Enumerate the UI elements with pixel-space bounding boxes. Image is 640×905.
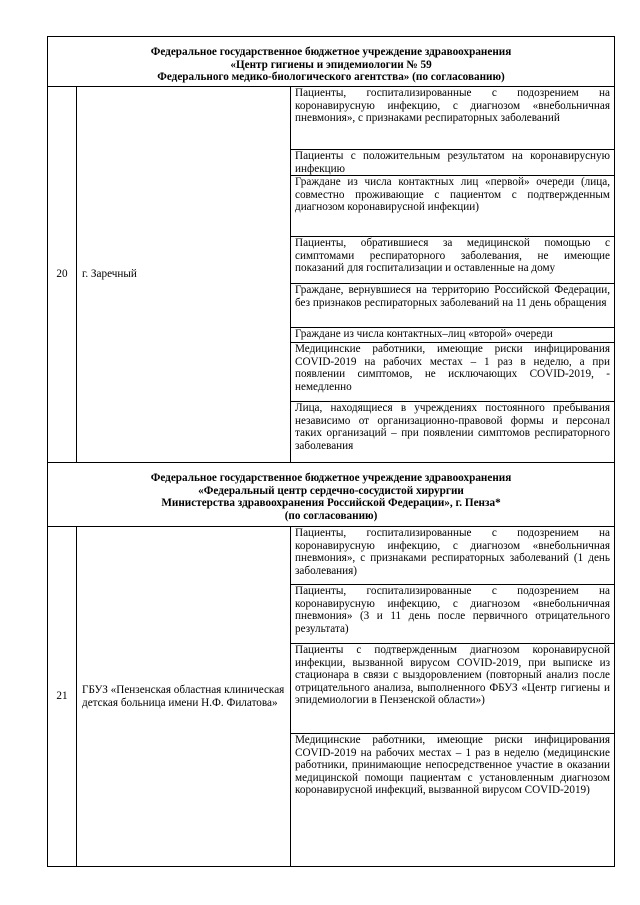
- header-line: Министерства здравоохранения Российской Федерации», г. Пенза*: [161, 497, 501, 510]
- list-item: Граждане из числа контактных лиц «первой» очереди (лица, совместно проживающие с пациентом с подтвержденным диагнозом коронавирусной инфекции): [291, 176, 614, 237]
- category-list: [291, 87, 615, 463]
- list-item: Пациенты с положительным результатом на коронавирусную инфекцию: [291, 150, 614, 176]
- list-item: Пациенты с подтвержденным диагнозом коронавирусной инфекции, вызванной вирусом COVID-2019, при выписке из стационара в связи с выздоровлением (повторный анализ после отрицательного анализа, выполненного ФБУЗ «Центр гигиены и эпидемиологии в Пензенской области»): [291, 644, 614, 734]
- list-item: Пациенты, госпитализированные с подозрением на коронавирусную инфекцию, с диагнозом «внебольничная пневмония», с признаками респираторных заболеваний (1 день заболевания): [291, 527, 614, 585]
- list-item: Пациенты, обратившиеся за медицинской помощью с симптомами респираторного заболевания, не имеющие показаний для госпитализации и оставленные на дому: [291, 237, 614, 284]
- row-number: 20: [48, 87, 77, 463]
- section-header: [48, 463, 615, 527]
- category-list: [291, 527, 615, 867]
- organization-name: г. Заречный: [77, 87, 291, 463]
- testing-table: [47, 36, 615, 867]
- header-line: Федеральное государственное бюджетное учреждение здравоохранения: [150, 46, 512, 58]
- list-item: Пациенты, госпитализированные с подозрением на коронавирусную инфекцию, с диагнозом «внебольничная пневмония» (3 и 11 день после первичного отрицательного результата): [291, 585, 614, 644]
- list-item: Лица, находящиеся в учреждениях постоянного пребывания независимо от организационно-правовой формы и персонал таких организаций – при появлении симптомов респираторного заболевания: [295, 402, 611, 452]
- organization-name: ГБУЗ «Пензенская областная клиническая детская больница имени Н.Ф. Филатова»: [77, 527, 291, 867]
- list-item: Граждане из числа контактных–лиц «второй» очереди: [291, 328, 614, 343]
- list-item: Медицинские работники, имеющие риски инфицирования COVID-2019 на рабочих местах – 1 раз в неделю, а при появлении симптомов, не исключающих COVID-2019, - немедленно: [291, 343, 614, 402]
- table-row: [48, 87, 615, 463]
- header-line: «Федеральный центр сердечно-сосудистой хирургии: [198, 484, 464, 497]
- section-header-row: [48, 37, 615, 87]
- list-item: Медицинские работники, имеющие риски инфицирования COVID-2019 на рабочих местах – 1 раз в неделю (медицинские работники, принимающие непосредственное участие в оказании медицинской помощи пациентам с установленным диагнозом коронавирусной инфекций, вызванной вирусом COVID-2019): [295, 734, 611, 797]
- header-line: (по согласованию): [284, 509, 378, 522]
- list-item: Пациенты, госпитализированные с подозрением на коронавирусную инфекцию, с диагнозом «внебольничная пневмония», с признаками респираторных заболеваний: [291, 87, 614, 150]
- section-header-row: [48, 463, 615, 527]
- header-line: Федеральное государственное бюджетное учреждение здравоохранения: [150, 472, 512, 484]
- header-line: Федерального медико-биологического агентства» (по согласованию): [157, 71, 505, 84]
- document-page: [47, 36, 614, 867]
- header-line: «Центр гигиены и эпидемиологии № 59: [230, 58, 432, 71]
- table-row: [48, 527, 615, 867]
- row-number: 21: [48, 527, 77, 867]
- list-item: Граждане, вернувшиеся на территорию Российской Федерации, без признаков респираторных заболеваний на 11 день обращения: [291, 284, 614, 328]
- section-header: [48, 37, 615, 87]
